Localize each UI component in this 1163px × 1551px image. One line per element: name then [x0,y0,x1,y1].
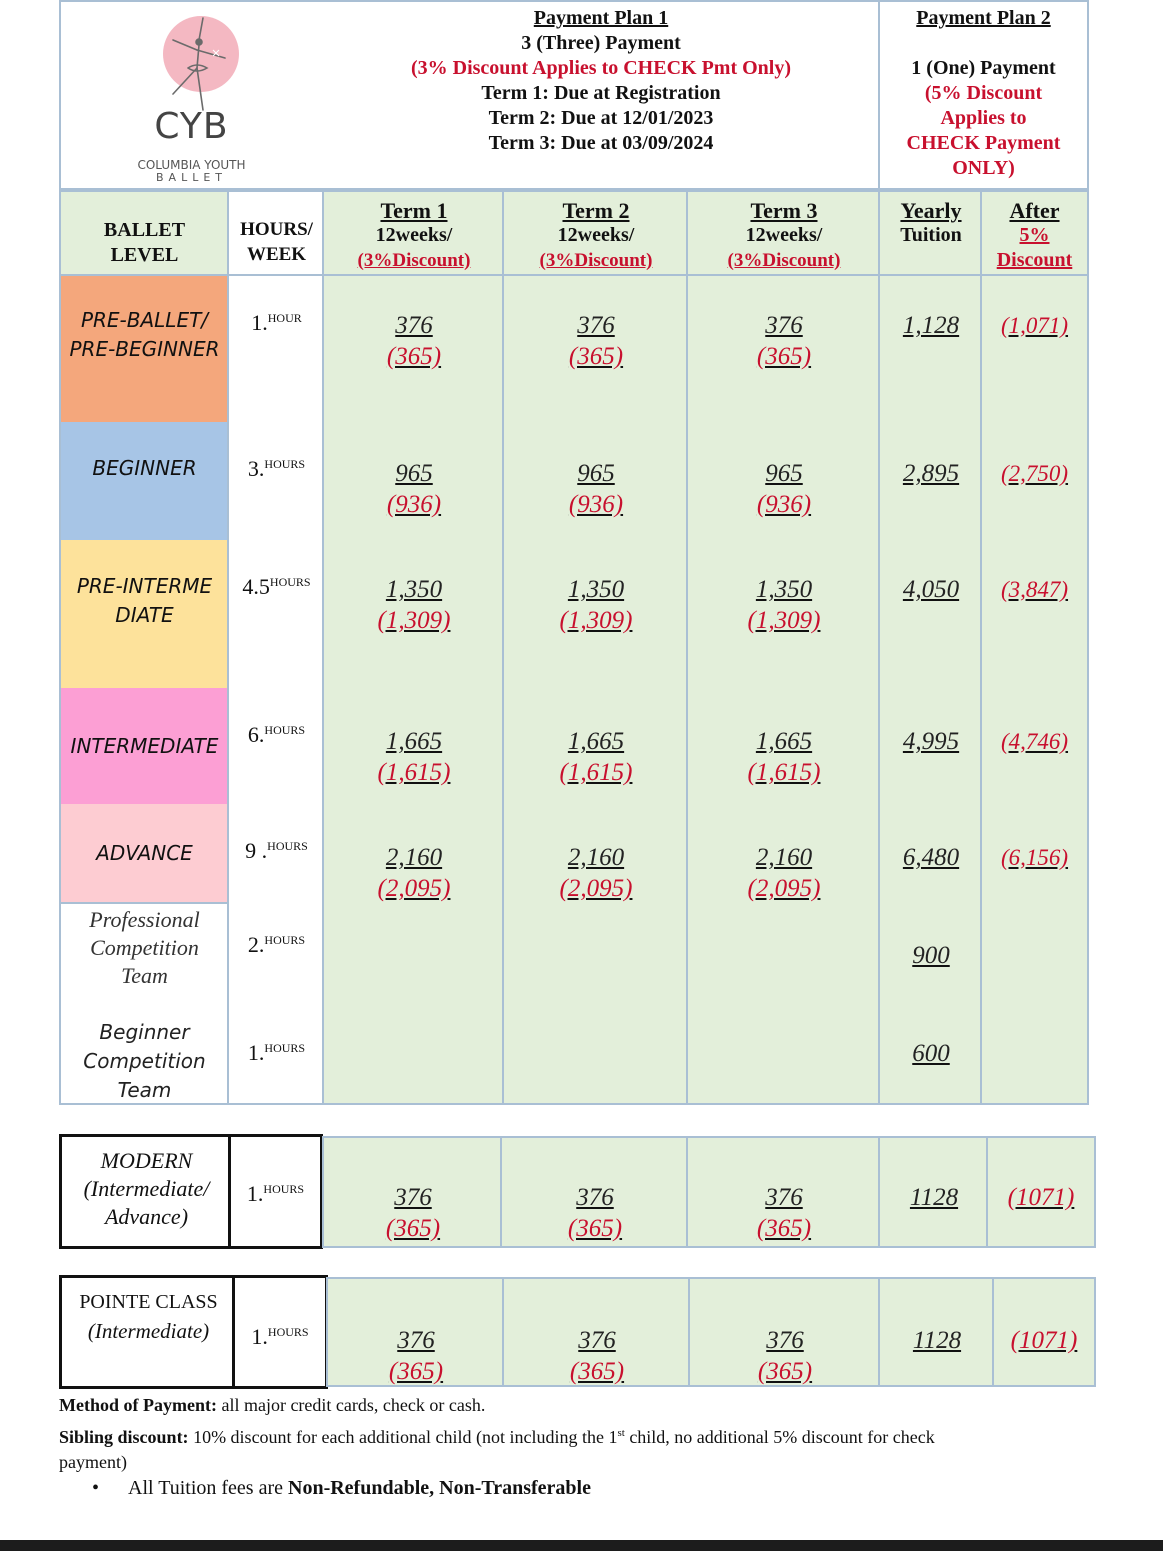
competition-term3-cell [686,902,880,1105]
pointe-term3-cell [688,1277,880,1387]
pointe-label-cell [59,1275,235,1389]
plan2-header [878,0,1089,190]
term2-price: 1,665 (1,615) [559,728,633,786]
term1-price-cell [322,688,504,806]
professional-competition-label: Professional Competition Team [89,907,200,988]
after-discount-cell [980,804,1089,904]
refund-policy-bullet: • All Tuition fees are Non-Refundable, Non-Transferable [92,1477,591,1499]
term2-price: 2,160 (2,095) [559,844,633,902]
term3-price: 1,665 (1,615) [747,728,821,786]
yearly-price-cell [878,422,982,542]
term1-price: 1,350 (1,309) [377,576,451,634]
term2-price-cell [502,422,688,542]
pointe-yearly-cell [878,1277,994,1387]
col-header-yearly: Yearly Tuition [878,190,982,276]
logo-name-line2: BALLET [156,171,227,184]
beginner-yearly: 600 [912,1040,950,1067]
col-header-term1: Term 1 12weeks/ (3%Discount) [322,190,504,276]
beginner-hours: 1.$^{HOURS}$ [247,1040,306,1065]
hours-value: 3.$^{HOURS}$ [247,456,306,481]
yearly-price-cell [878,688,982,806]
term3-price-cell [686,688,880,806]
pointe-yearly-price: 1128 [912,1327,962,1354]
term1-price: 376 (365) [386,312,442,370]
hours-cell [227,422,324,542]
yearly-price-cell [878,276,982,424]
level-cell: INTERMEDIATE [59,688,228,806]
term3-price: 965 (936) [756,460,812,518]
term2-price-cell [502,804,688,904]
term3-price-cell [686,276,880,424]
hours-value: 1.$^{HOUR}$ [251,310,302,335]
plan1-discount: (3% Discount Applies to CHECK Pmt Only) [410,57,792,79]
competition-term2-cell [502,902,688,1105]
after-discount-cell [980,540,1089,690]
term1-price: 965 (936) [386,460,442,518]
term3-price-cell [686,422,880,542]
after-discount-price: (6,156) [1000,845,1069,870]
plan2-discount-1: (5% Discount [924,82,1043,104]
modern-term1-price: 376 (365) [385,1184,441,1242]
after-discount-price: (1,071) [1000,313,1069,338]
term2-price: 965 (936) [568,460,624,518]
sibling-discount-note: Sibling discount: 10% discount for each additional child (not including the 1st child, no additional 5% discount for check payment) [59,1427,935,1472]
after-discount-cell [980,422,1089,542]
plan1-line1: 3 (Three) Payment [521,32,681,54]
col-header-level: BALLET LEVEL [59,190,228,276]
modern-term3-cell [686,1136,880,1248]
pointe-hours: 1.$^{HOURS}$ [251,1324,309,1349]
plan1-term3-due: Term 3: Due at 03/09/2024 [488,132,714,154]
after-discount-price: (3,847) [1000,577,1069,602]
hours-cell [227,688,324,806]
competition-after-cell [980,902,1089,1105]
plan2-line1: 1 (One) Payment [911,57,1056,79]
term1-price-cell [322,276,504,424]
modern-hours-cell [228,1134,323,1249]
competition-yearly-cell [878,902,982,1105]
modern-after-price: (1071) [1007,1184,1075,1211]
yearly-price: 4,995 [902,728,960,755]
modern-yearly-price: 1128 [909,1184,959,1211]
term2-price: 1,350 (1,309) [559,576,633,634]
col-header-term3: Term 3 12weeks/ (3%Discount) [686,190,880,276]
logo-name-line1: COLUMBIA YOUTH [137,158,246,172]
competition-term1-cell [322,902,504,1105]
plan2-discount-2: Applies to [940,107,1027,129]
pointe-term2-price: 376 (365) [569,1327,625,1385]
beginner-competition-label: Beginner Competition Team [83,1020,206,1102]
logo-monogram: CYB [154,106,229,147]
term3-price: 1,350 (1,309) [747,576,821,634]
hours-cell [227,276,324,424]
term2-price-cell [502,276,688,424]
modern-term2-price: 376 (365) [567,1184,623,1242]
col-header-after: After 5% Discount [980,190,1089,276]
yearly-price: 6,480 [902,844,960,871]
after-discount-cell [980,688,1089,806]
competition-hours-cell [227,902,324,1105]
term2-price-cell [502,540,688,690]
hours-value: 6.$^{HOURS}$ [247,722,306,747]
bullet-icon: • [92,1477,100,1499]
pointe-term1-cell [326,1277,504,1387]
yearly-price: 2,895 [902,460,960,487]
pointe-term1-price: 376 (365) [388,1327,444,1385]
term1-price-cell [322,804,504,904]
hours-cell [227,540,324,690]
plan2-title: Payment Plan 2 [916,7,1051,29]
modern-label: MODERN (Intermediate/ Advance) [83,1148,210,1229]
plan1-term1-due: Term 1: Due at Registration [481,82,721,104]
term3-price: 2,160 (2,095) [747,844,821,902]
payment-method-note: Method of Payment: all major credit cards, check or cash. [59,1395,486,1415]
pointe-after-cell [992,1277,1096,1387]
plan2-discount-4: ONLY) [952,157,1015,179]
modern-yearly-cell [878,1136,988,1248]
bottom-edge-bar [0,1540,1163,1551]
pointe-term2-cell [502,1277,690,1387]
plan1-term2-due: Term 2: Due at 12/01/2023 [488,107,714,129]
term1-price: 1,665 (1,615) [377,728,451,786]
level-cell: BEGINNER [59,422,228,542]
term3-price: 376 (365) [756,312,812,370]
hours-value: $4.5^{HOURS}$ [242,574,311,599]
modern-hours: 1.$^{HOURS}$ [246,1181,305,1206]
hours-value: 9 .$^{HOURS}$ [245,838,308,863]
yearly-price-cell [878,540,982,690]
after-discount-price: (2,750) [1000,461,1069,486]
competition-label-cell [59,902,228,1105]
logo-cell [59,0,324,190]
level-cell: ADVANCE [59,804,228,904]
yearly-price-cell [878,804,982,904]
yearly-price: 4,050 [902,576,960,603]
modern-term3-price: 376 (365) [756,1184,812,1242]
hours-cell [227,804,324,904]
term3-price-cell [686,540,880,690]
modern-term1-cell [322,1136,502,1248]
term1-price-cell [322,422,504,542]
term2-price: 376 (365) [568,312,624,370]
modern-term2-cell [500,1136,688,1248]
plan2-discount-3: CHECK Payment [906,132,1061,154]
yearly-price: 1,128 [902,312,960,339]
col-header-hours: HOURS/ WEEK [227,190,324,276]
pointe-term3-price: 376 (365) [757,1327,813,1385]
plan1-title: Payment Plan 1 [533,7,669,29]
professional-hours: 2.$^{HOURS}$ [247,932,306,957]
term1-price: 2,160 (2,095) [377,844,451,902]
pointe-after-price: (1071) [1010,1327,1078,1354]
term3-price-cell [686,804,880,904]
term2-price-cell [502,688,688,806]
professional-yearly: 900 [912,942,950,969]
pointe-hours-cell [232,1275,328,1389]
after-discount-price: (4,746) [1000,729,1069,754]
level-cell: PRE-BALLET/ PRE-BEGINNER [59,276,228,424]
after-discount-cell [980,276,1089,424]
term1-price-cell [322,540,504,690]
level-cell: PRE-INTERME DIATE [59,540,228,690]
modern-after-cell [986,1136,1096,1248]
modern-label-cell [59,1134,231,1249]
col-header-term2: Term 2 12weeks/ (3%Discount) [502,190,688,276]
plan1-header [322,0,880,190]
pointe-label: POINTE CLASS (Intermediate) [79,1291,218,1343]
